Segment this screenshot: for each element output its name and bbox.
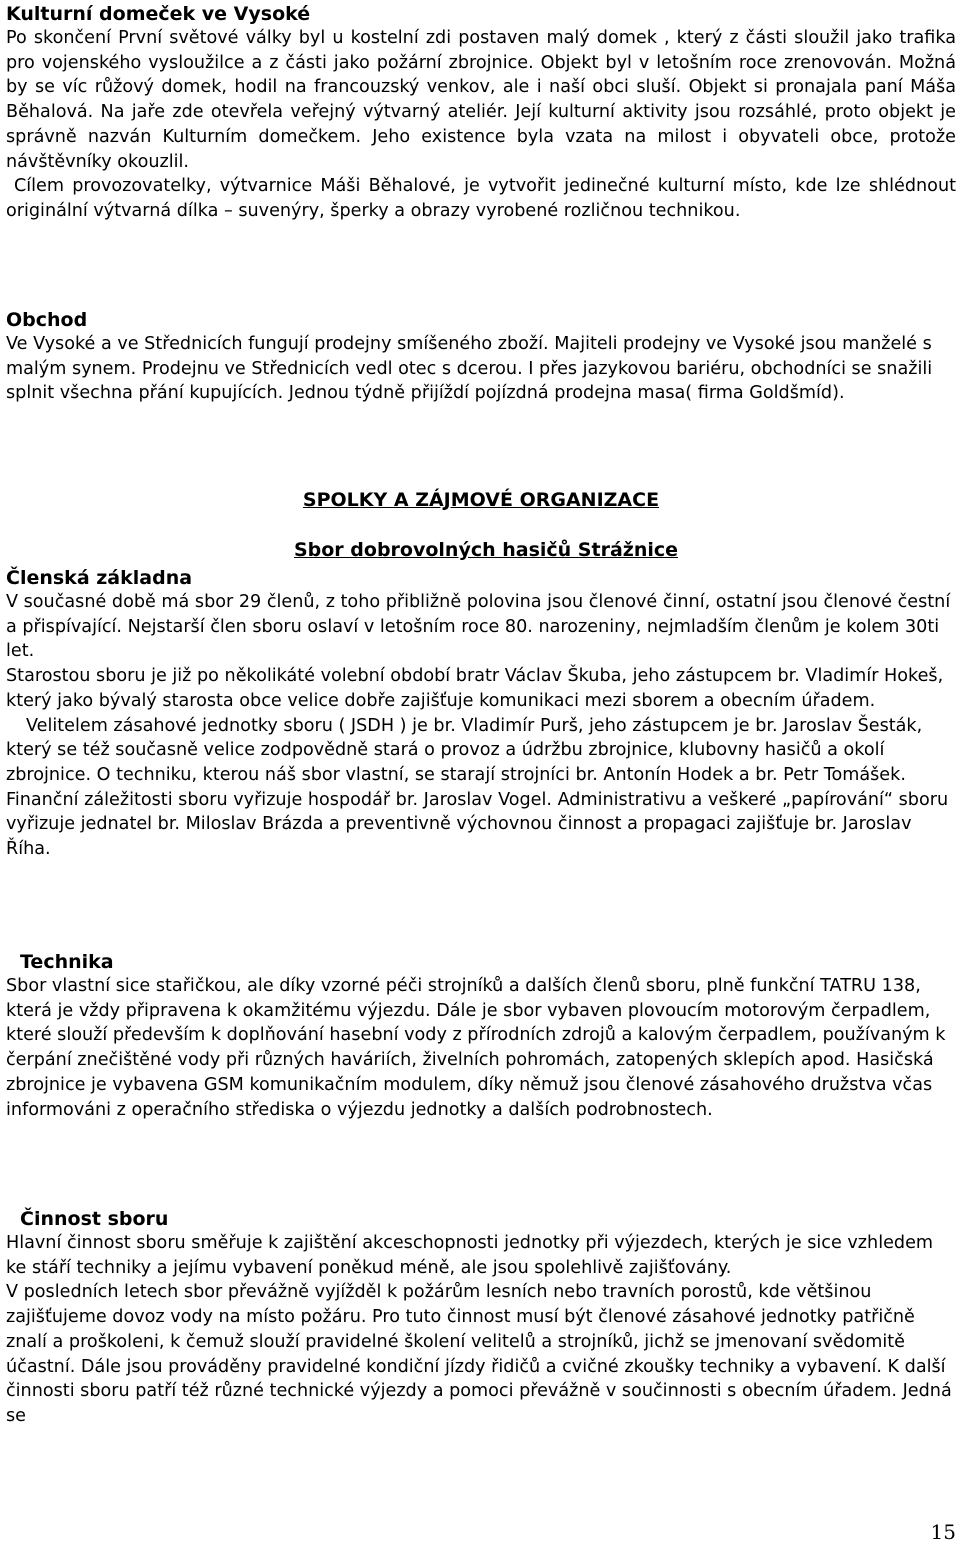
section-spolky: [6, 488, 956, 562]
section-heading: Členská základna: [6, 567, 193, 589]
section-cinnost: [6, 1207, 956, 1429]
section-technika: [6, 950, 956, 1122]
paragraph: Velitelem zásahové jednotky sboru ( JSDH ) je br. Vladimír Purš, jeho zástupcem je br. Jaroslav Šesták, který se též současně velice zodpovědně stará o provoz a údržbu zbrojnice, klubovny hasičů a okolí zbrojnice. O techniku, kterou náš sbor vlastní, se starají strojníci br. Antonín Hodek a br. Petr Tomášek. Finanční záležitosti sboru vyřizuje hospodář br. Jaroslav Vogel. Administrativu a veškeré „papírování“ sboru vyřizuje jednatel br. Miloslav Brázda a preventivně výchovnou činnost a propagaci zajišťuje br. Jaroslav Říha.: [6, 715, 949, 860]
paragraph: V současné době má sbor 29 členů, z toho přibližně polovina jsou členové činní, ostatní jsou členové čestní a přispívající. Nejstarší člen sboru oslaví v letošním roce 80. narozeniny, nejmladším členům je kolem 30ti let.: [6, 592, 951, 662]
section-heading: Činnost sboru: [20, 1208, 169, 1230]
paragraph: Hlavní činnost sboru směřuje k zajištění akceschopnosti jednotky při výjezdech, kterých je sice vzhledem ke stáří techniky a jejímu vybavení poněkud méně, ale jsou spolehlivě zajišťovány.: [6, 1233, 934, 1278]
paragraph: Cílem provozovatelky, výtvarnice Máši Běhalové, je vytvořit jedinečné kulturní místo, kde lze shlédnout originální výtvarná dílka – suvenýry, šperky a obrazy vyrobené rozličnou technikou.: [6, 176, 956, 221]
section-heading: Technika: [20, 951, 114, 973]
paragraph: Sbor vlastní sice stařičkou, ale díky vzorné péči strojníků a dalších členů sboru, plně funkční TATRU 138, která je vždy připravena k okamžitému výjezdu. Dále je sbor vybaven plovoucím motorovým čerpadlem, které slouží především k doplňování hasební vody z přírodních zdrojů a kalovým čerpadlem, používaným k čerpání znečištěné vody při různých haváriích, živelních pohromách, zatopených sklepích apod. Hasičská zbrojnice je vybavena GSM komunikačním modulem, díky němuž jsou členové zásahového družstva včas informováni z operačního střediska o výjezdu jednotky a dalších podrobnostech.: [6, 976, 946, 1120]
paragraph: Po skončení První světové války byl u kostelní zdi postaven malý domek , který z části sloužil jako trafika pro vojenského vysloužilce a z části jako požární zbrojnice. Objekt byl v letošním roce zrenovován. Možná by se víc růžový domek, hodil na francouzský venkov, ale i naší obci sluší. Objekt si pronajala paní Máša Běhalová. Na jaře zde otevřela veřejný výtvarný ateliér. Její kulturní aktivity jsou rozsáhlé, proto objekt je správně nazván Kulturním domečkem. Jeho existence byla vzata na milost i obyvateli obce, protože návštěvníky okouzlil.: [6, 28, 956, 172]
section-heading: Kulturní domeček ve Vysoké: [6, 3, 311, 25]
paragraph: V posledních letech sbor převážně vyjížděl k požárům lesních nebo travních porostů, kde většinou zajišťujeme dovoz vody na místo požáru. Pro tuto činnost musí být členové zásahové jednotky patřičně znalí a proškoleni, k čemuž slouží pravidelné školení velitelů a strojníků, jichž se jmenovaní svědomitě účastní. Dále jsou prováděny pravidelné kondiční jízdy řidičů a cvičné zkoušky techniky a vybavení. K další činnosti sboru patří též různé technické výjezdy a pomoci převážně v součinnosti s obecním úřadem. Jedná se: [6, 1282, 952, 1426]
section-heading: Obchod: [6, 309, 88, 331]
page-title: SPOLKY A ZÁJMOVÉ ORGANIZACE: [302, 489, 660, 511]
page-number: 15: [930, 1520, 956, 1544]
paragraph: Starostou sboru je již po několikáté volební období bratr Václav Škuba, jeho zástupcem br. Vladimír Hokeš, který jako bývalý starosta obce velice dobře zajišťuje komunikaci mezi sborem a obecním úřadem.: [6, 666, 944, 711]
section-clenska: [6, 566, 956, 862]
section-subtitle: Sbor dobrovolných hasičů Strážnice: [293, 539, 679, 561]
section-obchod: [6, 308, 956, 406]
paragraph: Ve Vysoké a ve Střednicích fungují prodejny smíšeného zboží. Majiteli prodejny ve Vysoké jsou manželé s malým synem. Prodejnu ve Střednicích vedl otec s dcerou. I přes jazykovou bariéru, obchodníci se snažili splnit všechna přání kupujících. Jednou týdně přijíždí pojízdná prodejna masa( firma Goldšmíd).: [6, 334, 933, 404]
section-kulturni: [6, 2, 956, 224]
